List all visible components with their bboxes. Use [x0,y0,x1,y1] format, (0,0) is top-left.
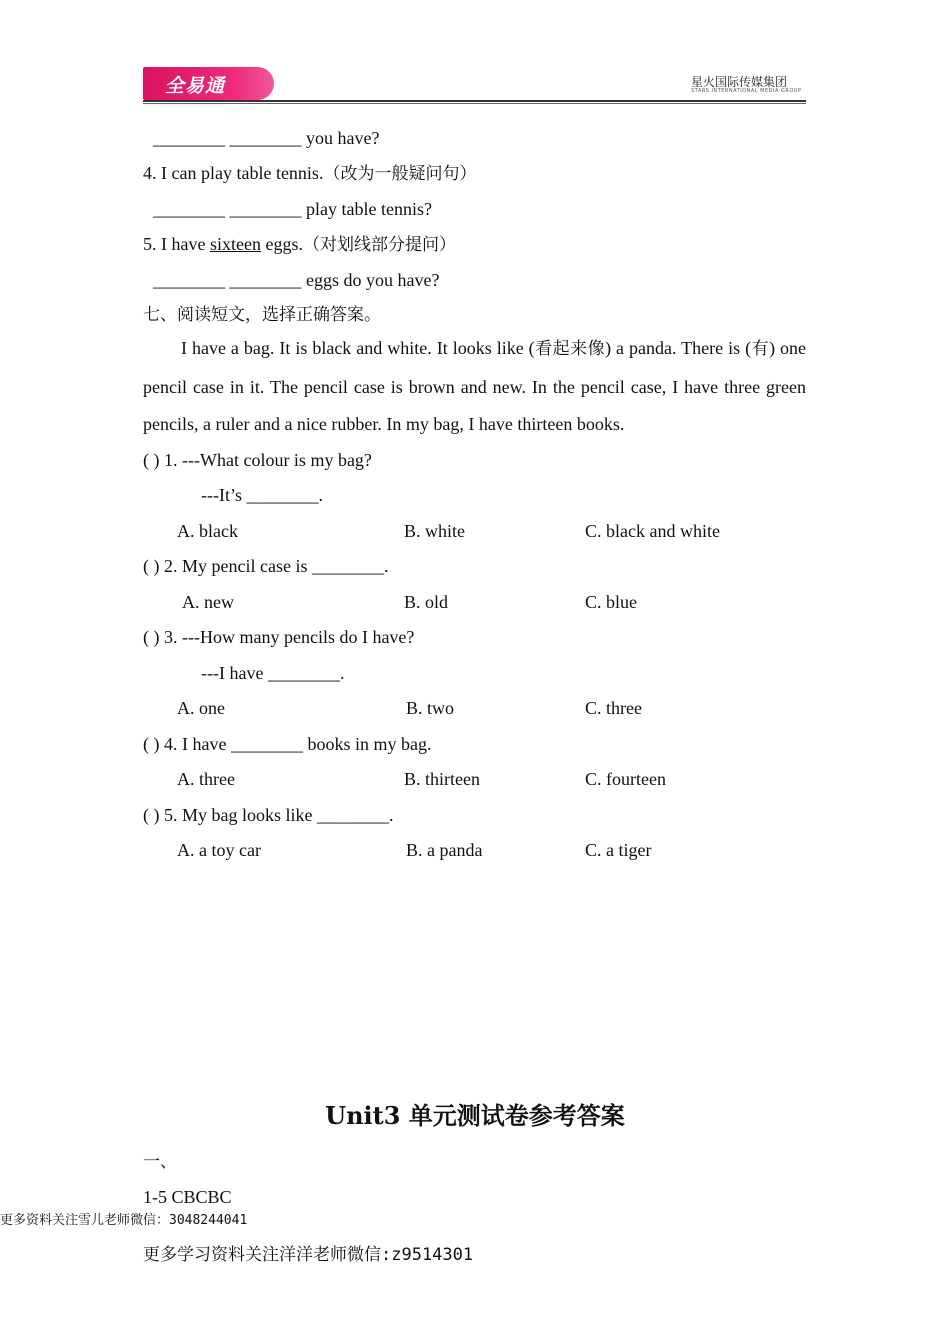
passage-gloss-2: 有 [751,339,770,359]
question-3-option-a: A. one [177,698,225,718]
question-3-stem: ( ) 3. ---How many pencils do I have? [143,627,415,647]
question-2-option-a: A. new [182,592,234,612]
question-1-stem: ( ) 1. ---What colour is my bag? [143,450,372,470]
question-5-option-c: C. a tiger [585,840,652,860]
q4-answer-line: ________ ________ play table tennis? [153,199,432,219]
q5-post: eggs. [260,234,303,254]
q5-underlined-word: sixteen [209,234,261,254]
question-5-stem: ( ) 5. My bag looks like ________. [143,805,394,825]
question-4-option-b: B. thirteen [404,769,480,789]
q3-answer-line: ________ ________ you have? [153,128,380,148]
q5-pre: 5. I have [143,234,210,254]
question-1-option-a: A. black [177,521,238,541]
logo-text: 全易通 [165,75,226,97]
header-rule [143,100,806,102]
passage-part-a: I have a bag. It is black and white. It looks like ( [181,338,535,358]
answers-title: Unit3 单元测试卷参考答案 [325,1101,625,1130]
q4-prompt [143,162,476,185]
question-1-sub: ---It’s ________. [201,485,323,505]
question-3-sub: ---I have ________. [201,663,345,683]
question-4-option-c: C. fourteen [585,769,666,789]
header-rule-thin [143,103,806,104]
question-5-option-b: B. a panda [406,840,483,860]
question-1-option-c: C. black and white [585,521,720,541]
brand-name-en: STARS INTERNATIONAL MEDIA GROUP [691,88,802,94]
question-3-option-c: C. three [585,698,642,718]
question-2-option-c: C. blue [585,592,637,612]
q5-prompt [143,233,456,256]
brand-logo [143,67,274,100]
question-1-option-b: B. white [404,521,465,541]
question-4-stem: ( ) 4. I have ________ books in my bag. [143,734,432,754]
q4-text: 4. I can play table tennis. [143,163,324,183]
question-4-option-a: A. three [177,769,235,789]
passage-part-c: ) one pencil case in it. The pencil case is brown and new. In the pencil case, I have three green pencils, a ruler and a nice rubber. In my bag, I have thirteen books. [143,338,807,434]
q5-answer-line: ________ ________ eggs do you have? [153,270,440,290]
question-3-option-b: B. two [406,698,455,718]
q4-note: （改为一般疑问句） [323,164,477,184]
q5-note: （对划线部分提问） [302,235,456,255]
reading-passage [143,330,806,444]
watermark-small: 更多资料关注雪儿老师微信：3048244041 [0,1213,248,1228]
watermark-large: 更多学习资料关注洋洋老师微信:z9514301 [143,1245,474,1265]
answers-part1-label: 一、 [143,1152,177,1172]
question-2-option-b: B. old [404,592,449,612]
passage-gloss-1: 看起来像 [534,339,606,359]
question-5-option-a: A. a toy car [177,840,261,860]
answers-part1-value: 1-5 CBCBC [143,1187,232,1207]
section7-heading: 七、阅读短文，选择正确答案。 [143,305,381,325]
brand-name-cn: 星火国际传媒集团 [691,75,788,89]
question-2-stem: ( ) 2. My pencil case is ________. [143,556,389,576]
passage-part-b: ) a panda. There is ( [605,338,752,358]
